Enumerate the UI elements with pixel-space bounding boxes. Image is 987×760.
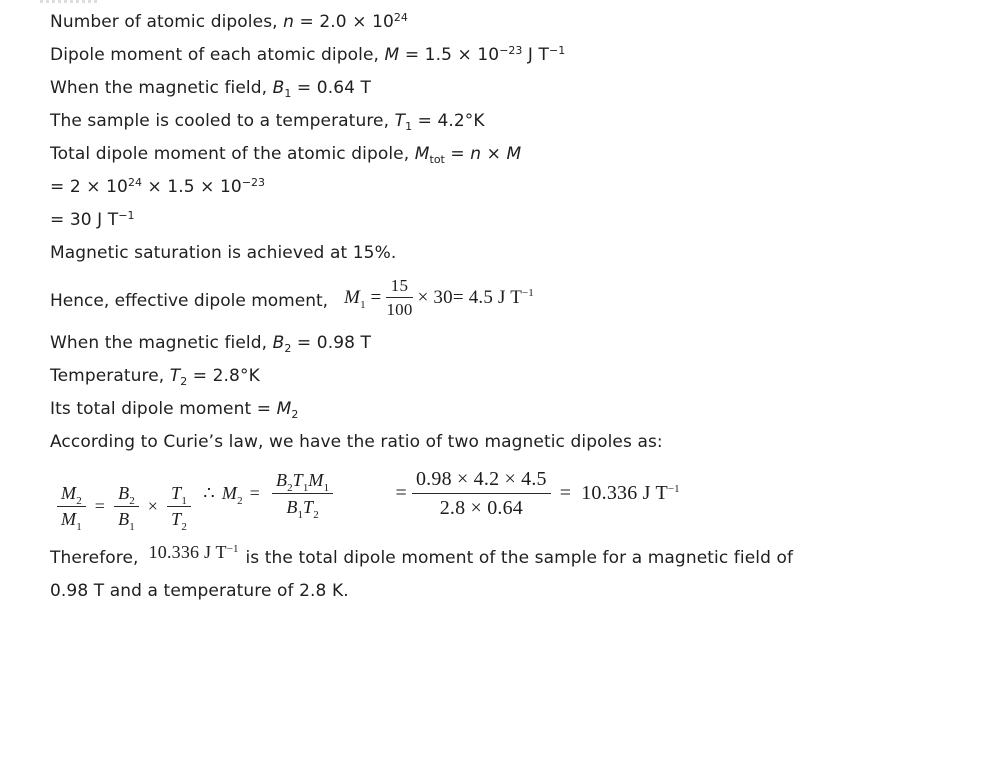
variable-T2: T xyxy=(169,366,181,386)
subscript: 2 xyxy=(291,408,299,421)
numerator: 0.98 × 4.2 × 4.5 xyxy=(412,467,551,494)
subscript: 2 xyxy=(313,509,319,521)
subscript: 2 xyxy=(181,521,187,533)
fraction-M2-M1 xyxy=(57,483,86,533)
hence-label: Hence, effective dipole moment, xyxy=(50,291,329,311)
variable: B xyxy=(118,509,130,529)
numerator xyxy=(272,469,333,494)
line-value: = 1.5 × 10 xyxy=(399,45,500,65)
numerator xyxy=(114,483,139,507)
unit-exponent: −1 xyxy=(118,209,135,222)
result-text: 10.336 J T xyxy=(581,482,668,504)
variable: B xyxy=(275,470,288,490)
line-total-dipole-moment xyxy=(50,144,957,164)
subscript: 1 xyxy=(405,120,413,133)
line-text: Total dipole moment of the atomic dipole, xyxy=(50,144,415,164)
numeric-calculation xyxy=(396,467,680,520)
equals-sign: = xyxy=(94,496,106,516)
variable-Mtot: M xyxy=(414,144,430,164)
denominator: 100 xyxy=(386,300,413,319)
fraction-B2-B1 xyxy=(114,483,139,533)
variable-n: n xyxy=(470,144,482,164)
line-text: Temperature, xyxy=(50,366,170,386)
equals: = xyxy=(365,286,382,308)
line-text: The sample is cooled to a temperature, xyxy=(50,111,395,131)
line-text: Dipole moment of each atomic dipole, xyxy=(50,45,385,65)
variable: M xyxy=(221,483,238,503)
hence-row xyxy=(50,276,957,319)
subscript: 1 xyxy=(181,495,187,507)
exponent: −23 xyxy=(499,44,523,57)
line-value: = 0.64 T xyxy=(291,78,372,98)
variable: M xyxy=(61,483,77,503)
line-number-of-dipoles xyxy=(50,12,957,32)
subscript: 1 xyxy=(302,482,309,494)
result-text: × 30= 4.5 J T xyxy=(417,286,522,308)
conclusion-line-2 xyxy=(50,581,957,601)
variable: B xyxy=(118,483,130,503)
line-curies-law xyxy=(50,432,957,452)
formula-rhs xyxy=(418,287,534,309)
subscript: 2 xyxy=(284,342,292,355)
line-calculation-2 xyxy=(50,210,957,230)
line-dipole-moment xyxy=(50,45,957,65)
variable: M xyxy=(308,470,324,490)
subscript: 2 xyxy=(237,495,243,507)
subscript: 1 xyxy=(360,298,366,311)
variable-B2: B xyxy=(272,333,285,353)
subscript: 1 xyxy=(76,521,82,533)
line-text: When the magnetic field, xyxy=(50,333,273,353)
line-text: When the magnetic field, xyxy=(50,78,273,98)
unit-exponent: −1 xyxy=(226,543,239,555)
line-text: According to Curie’s law, we have the ratio of two magnetic dipoles as: xyxy=(50,432,663,452)
line-saturation xyxy=(50,243,957,263)
numerator xyxy=(167,483,191,507)
variable: B xyxy=(286,497,298,517)
line-temperature-t2 xyxy=(50,366,957,386)
effective-dipole-formula xyxy=(344,276,534,319)
calc-text: = 2 × 10 xyxy=(50,177,128,197)
fraction-15-100 xyxy=(386,276,412,319)
equals-sign: = xyxy=(559,482,572,504)
unit-exponent: −1 xyxy=(522,286,534,299)
equals-sign: = xyxy=(395,482,407,504)
conclusion-line-1 xyxy=(50,542,957,568)
formula-lhs xyxy=(344,287,381,309)
line-its-total-dipole xyxy=(50,399,957,419)
line-calculation-1 xyxy=(50,177,957,197)
subscript: 2 xyxy=(287,482,293,494)
variable-M: M xyxy=(384,45,400,65)
subscript-tot: tot xyxy=(429,153,445,166)
line-temperature-t1 xyxy=(50,111,957,131)
subscript: 2 xyxy=(129,495,135,507)
conclusion-text: Therefore, xyxy=(50,548,139,568)
line-magnetic-field-b2 xyxy=(50,333,957,353)
numerator: 15 xyxy=(386,276,412,298)
calc-text: = 30 J T xyxy=(50,210,119,230)
denominator xyxy=(167,507,191,533)
unit-exponent: −1 xyxy=(667,483,680,495)
times-sign: × xyxy=(147,496,159,516)
exponent: −23 xyxy=(241,176,266,189)
cropped-text-remnant xyxy=(40,0,100,3)
curie-ratio-equation xyxy=(52,483,196,533)
subscript: 1 xyxy=(297,509,304,521)
subscript: 2 xyxy=(76,495,82,507)
result-value xyxy=(581,482,679,505)
variable-n: n xyxy=(283,12,295,32)
exponent: 24 xyxy=(393,11,408,24)
line-text: Magnetic saturation is achieved at 15%. xyxy=(50,243,397,263)
unit: J T xyxy=(522,45,550,65)
variable: T xyxy=(303,497,314,517)
line-text: Its total dipole moment = xyxy=(50,399,277,419)
variable-T1: T xyxy=(394,111,406,131)
variable: T xyxy=(171,509,182,529)
subscript: 1 xyxy=(284,87,292,100)
numeric-fraction xyxy=(412,467,551,520)
variable-B1: B xyxy=(272,78,285,98)
line-value: = 2.0 × 10 xyxy=(294,12,394,32)
variable: T xyxy=(292,470,303,490)
variable-M2 xyxy=(221,483,243,507)
variable-M1: M xyxy=(344,286,361,308)
subscript: 1 xyxy=(323,482,330,494)
calc-text: × 1.5 × 10 xyxy=(141,177,242,197)
denominator xyxy=(272,494,333,521)
conclusion-value xyxy=(149,542,239,562)
variable: M xyxy=(61,509,77,529)
denominator: 2.8 × 0.64 xyxy=(439,497,523,519)
line-value: = 2.8°K xyxy=(187,366,260,386)
conclusion-text: 0.98 T and a temperature of 2.8 K. xyxy=(50,581,349,601)
denominator xyxy=(114,507,139,533)
conclusion-text: is the total dipole moment of the sample for a magnetic field of xyxy=(245,548,794,568)
unit-exponent: −1 xyxy=(549,44,566,57)
therefore-symbol: ∴ xyxy=(203,483,215,503)
line-text: Number of atomic dipoles, xyxy=(50,12,284,32)
variable-M2: M xyxy=(276,399,292,419)
subscript: 2 xyxy=(180,375,188,388)
fraction-T1-T2 xyxy=(167,483,191,533)
variable: T xyxy=(171,483,182,503)
subscript: 1 xyxy=(129,521,135,533)
value-text: 10.336 J T xyxy=(148,542,227,562)
times-sign: × xyxy=(481,144,507,164)
line-magnetic-field-b1 xyxy=(50,78,957,98)
line-value: = 4.2°K xyxy=(412,111,485,131)
numerator xyxy=(57,483,86,507)
equals-sign: = xyxy=(249,483,260,503)
variable-M: M xyxy=(506,144,522,164)
solved-m2-equation xyxy=(203,469,338,521)
equals: = xyxy=(444,144,471,164)
fraction-B2T1M1-B1T2 xyxy=(272,469,333,521)
exponent: 24 xyxy=(127,176,142,189)
line-value: = 0.98 T xyxy=(291,333,372,353)
denominator xyxy=(57,507,86,533)
